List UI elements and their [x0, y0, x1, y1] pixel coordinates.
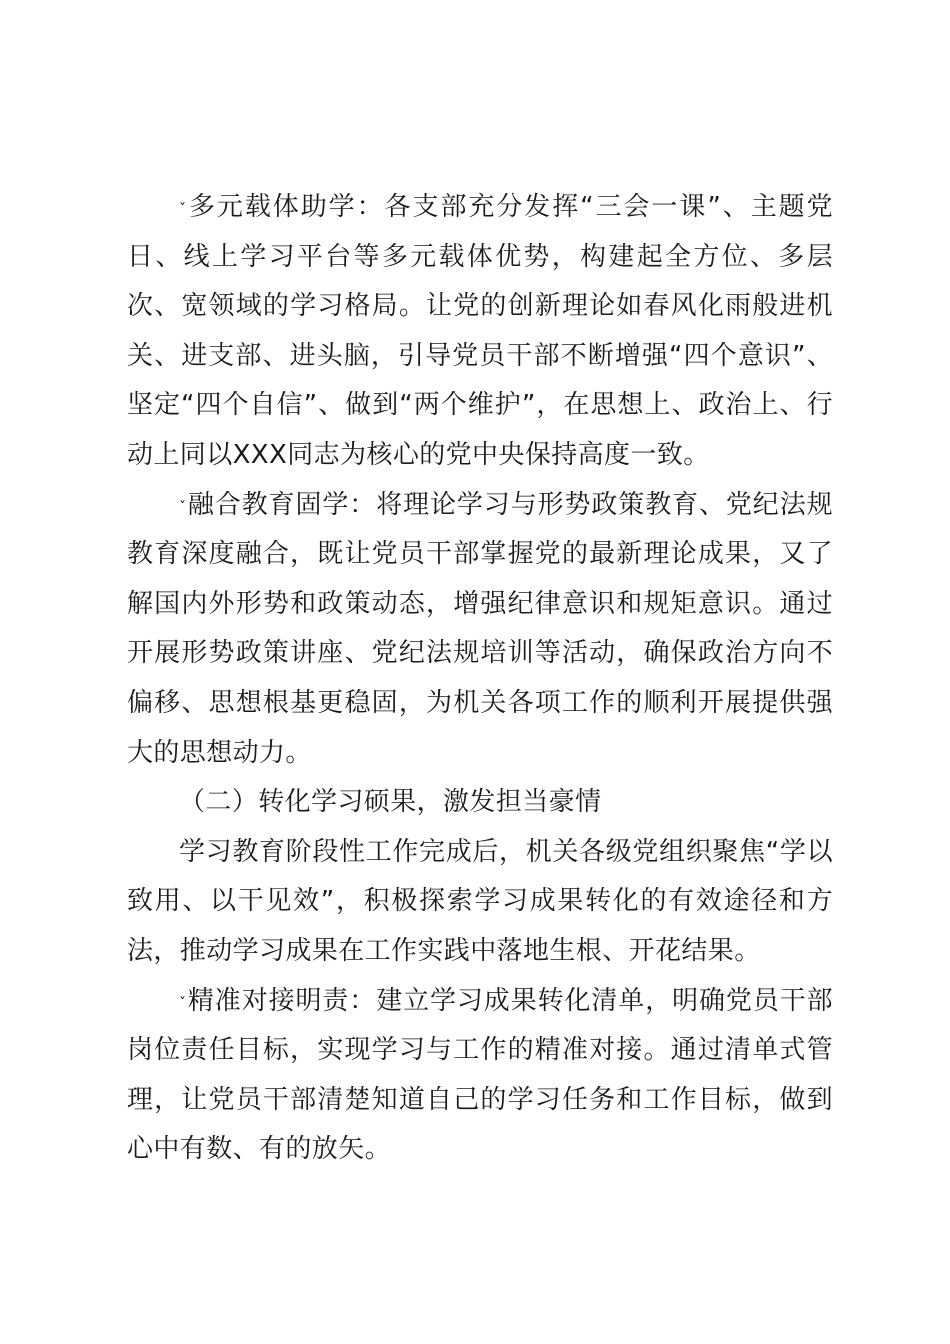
bullet-marker-icon: ˇ — [179, 202, 187, 218]
paragraph-outcome-transformation: 学习教育阶段性工作完成后，机关各级党组织聚焦“学以致用、以干见效”，积极探索学习成果转化的有效途径和方法，推动学习成果在工作实践中落地生根、开花结果。 — [127, 836, 833, 966]
paragraph-multi-carrier-learning — [127, 183, 833, 481]
document-body — [127, 183, 833, 1175]
paragraph-integrated-education — [127, 481, 833, 779]
bullet-marker-icon: ˇ — [179, 499, 187, 516]
paragraph-text: 精准对接明责：建立学习成果转化清单，明确党员干部岗位责任目标，实现学习与工作的精准对接。通过清单式管理，让党员干部清楚知道自己的学习任务和工作目标，做到心中有数、有的放矢。 — [127, 985, 833, 1165]
paragraph-text: 多元载体助学：各支部充分发挥“三会一课”、主题党日、线上学习平台等多元载体优势，构建起全方位、多层次、宽领域的学习格局。让党的创新理论如春风化雨般进机关、进支部、进头脑，引导党员干部不断增强“四个意识”、坚定“四个自信”、做到“两个维护”，在思想上、政治上、行动上同以XXX同志为核心的党中央保持高度一致。 — [127, 192, 833, 470]
paragraph-precise-docking — [127, 977, 833, 1175]
paragraph-text: 融合教育固学：将理论学习与形势政策教育、党纪法规教育深度融合，既让党员干部掌握党的最新理论成果，又了解国内外形势和政策动态，增强纪律意识和规矩意识。通过开展形势政策讲座、党纪法规培训等活动，确保政治方向不偏移、思想根基更稳固，为机关各项工作的顺利开展提供强大的思想动力。 — [127, 489, 833, 768]
bullet-marker-icon: ˇ — [179, 995, 187, 1012]
section-heading: （二）转化学习硕果，激发担当豪情 — [179, 787, 602, 818]
